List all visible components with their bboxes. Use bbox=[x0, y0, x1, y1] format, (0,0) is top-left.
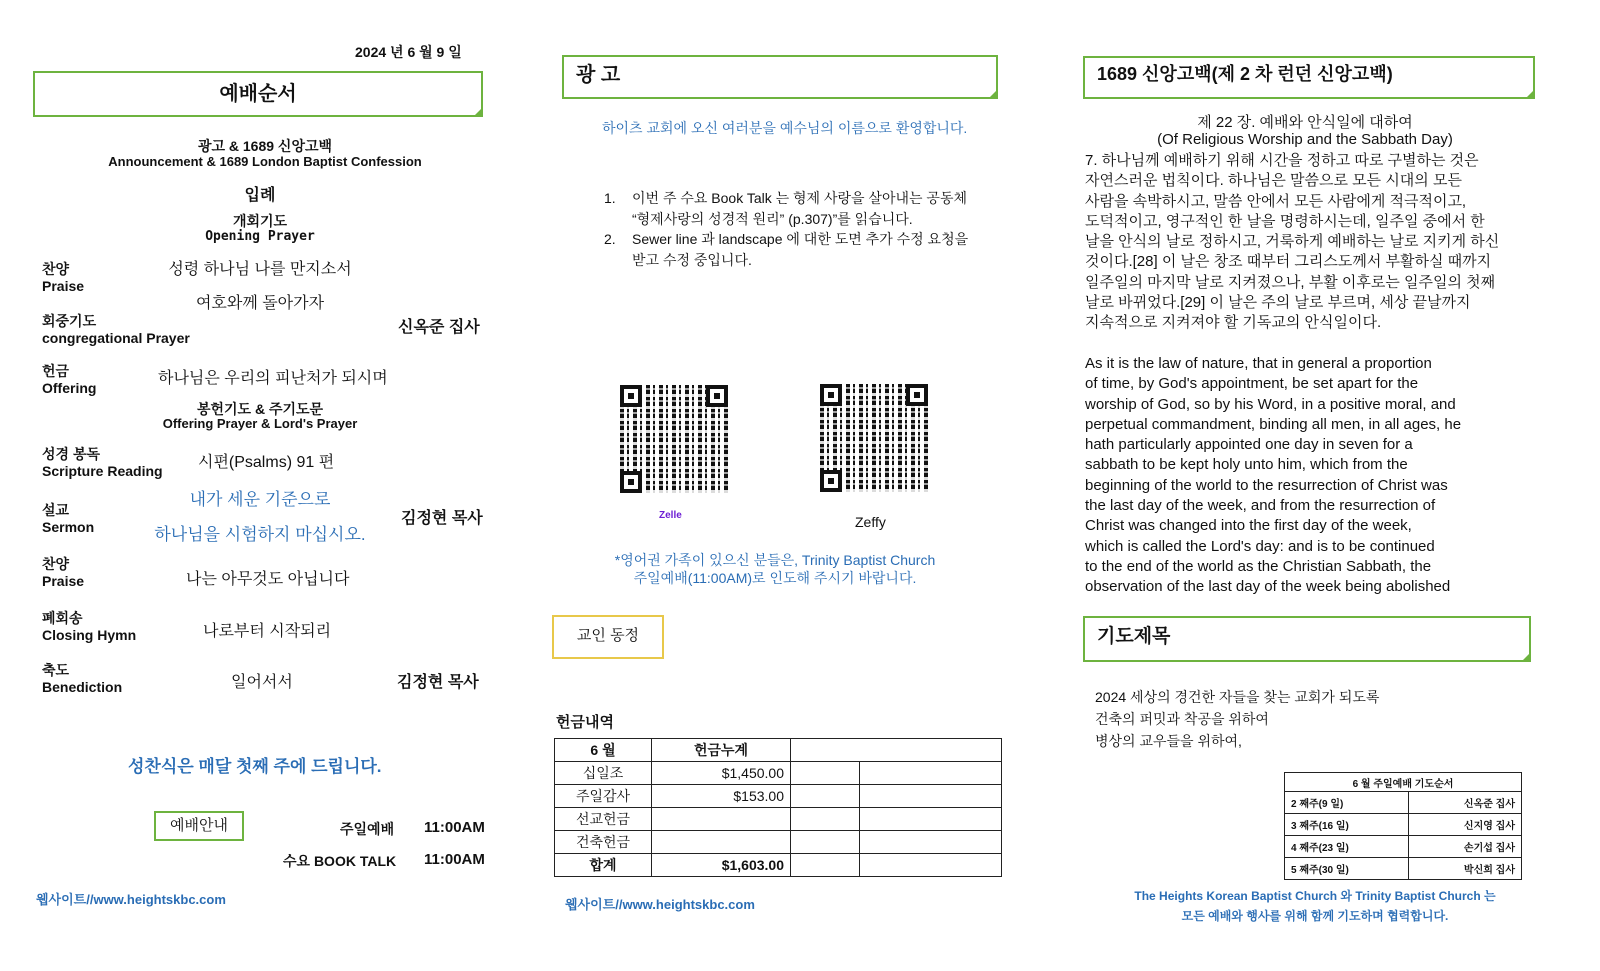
schedule-week: 3 째주(16 일) bbox=[1285, 814, 1409, 836]
worship-guide-box bbox=[154, 811, 244, 841]
announce-en: Announcement & 1689 London Baptist Confession bbox=[108, 154, 422, 169]
closing-role bbox=[42, 610, 136, 644]
text-line: 날로 바뀌었다.[29] 이 날은 주의 날로 부르며, 세상 끝날까지 bbox=[1085, 294, 1471, 312]
praise2-en: Praise bbox=[42, 573, 85, 589]
text-line: Christ was changed into the first day of the week, bbox=[1085, 517, 1412, 535]
table-cell: 건축헌금 bbox=[555, 831, 652, 854]
table-empty-cell bbox=[860, 762, 1002, 785]
bene-person: 김정현 목사 bbox=[397, 674, 479, 691]
text-line: perpetual commandment, binding all men, in all ages, he bbox=[1085, 415, 1462, 433]
zelle-qr-code[interactable] bbox=[620, 385, 728, 493]
text-line: 도덕적이고, 영구적인 한 날을 명령하시는데, 일주일 중에서 한 bbox=[1085, 212, 1485, 230]
table-total-value: $1,603.00 bbox=[652, 854, 791, 877]
table-row bbox=[555, 854, 1002, 877]
closing-en: Closing Hymn bbox=[42, 627, 137, 643]
table-row bbox=[555, 808, 1002, 831]
prayer-item: 건축의 퍼밋과 착공을 위하여 bbox=[1095, 711, 1269, 727]
table-row bbox=[555, 762, 1002, 785]
table-cell: 주일감사 bbox=[555, 785, 652, 808]
congregational-role bbox=[42, 313, 190, 347]
sermon-ko: 설교 bbox=[42, 502, 70, 518]
schedule-name: 신옥준 집사 bbox=[1409, 792, 1522, 814]
table-empty-cell bbox=[791, 785, 860, 808]
prayer-item: 병상의 교우들을 위하여, bbox=[1095, 733, 1242, 749]
entrance-label: 입례 bbox=[244, 187, 276, 204]
zeffy-qr-code[interactable] bbox=[820, 384, 928, 492]
sermon-person: 김정현 목사 bbox=[401, 510, 483, 527]
table-empty-cell bbox=[860, 854, 1002, 877]
announcement-list bbox=[604, 188, 968, 270]
item-line: 이번 주 수요 Book Talk 는 형제 사랑을 살아내는 공동체 bbox=[632, 190, 967, 206]
item-number: 2. bbox=[604, 231, 616, 247]
text-line: 사람을 속박하시고, 말씀 안에서 모든 사람에게 적극적이고, bbox=[1085, 192, 1467, 210]
cong-person: 신옥준 집사 bbox=[398, 319, 480, 336]
table-empty-cell bbox=[791, 808, 860, 831]
announcement-item bbox=[604, 188, 968, 229]
wednesday-label: 수요 BOOK TALK bbox=[283, 853, 397, 869]
song2: 여호와께 돌아가자 bbox=[195, 295, 325, 312]
table-total-label: 합계 bbox=[555, 854, 652, 877]
table-empty-cell bbox=[791, 739, 1002, 762]
text-line: 일주일의 마지막 날로 지켜졌으나, 부활 이후로는 일주일의 첫째 bbox=[1085, 273, 1496, 291]
opening-en: Opening Prayer bbox=[205, 229, 315, 244]
sermon-title-line1: 내가 세운 기준으로 bbox=[189, 490, 331, 509]
confession-korean-text bbox=[1085, 151, 1540, 334]
chapter-en: (Of Religious Worship and the Sabbath Day) bbox=[1157, 131, 1453, 148]
left-website-link[interactable]: 웹사이트//www.heightskbc.com bbox=[36, 892, 226, 907]
english-note-line2: 주일예배(11:00AM)로 인도해 주시기 바랍니다. bbox=[633, 570, 917, 586]
closing-song: 나로부터 시작되리 bbox=[203, 623, 332, 640]
text-line: 지속적으로 지켜져야 할 기독교의 안식일이다. bbox=[1085, 314, 1382, 332]
zeffy-label: Zeffy bbox=[855, 514, 886, 530]
table-row bbox=[555, 785, 1002, 808]
schedule-week: 5 째주(30 일) bbox=[1285, 858, 1409, 880]
praise1-en: Praise bbox=[42, 278, 85, 294]
text-line: which is called the Lord's day: and is to be continued bbox=[1085, 537, 1435, 555]
opening-ko: 개회기도 bbox=[232, 213, 288, 229]
announcements-title: 광 고 bbox=[576, 64, 621, 86]
scripture-ko: 성경 봉독 bbox=[42, 446, 100, 462]
table-cell bbox=[652, 808, 791, 831]
sermon-title-line2: 하나님을 시험하지 마십시오. bbox=[154, 525, 366, 544]
table-row bbox=[555, 739, 1002, 762]
chapter-ko: 제 22 장. 예배와 안식일에 대하여 bbox=[1197, 114, 1413, 131]
praise1-role bbox=[42, 261, 84, 295]
table-cell: $153.00 bbox=[652, 785, 791, 808]
schedule-name: 손기섭 집사 bbox=[1409, 836, 1522, 858]
praise1-ko: 찬양 bbox=[42, 261, 70, 277]
table-empty-cell bbox=[860, 785, 1002, 808]
offering-table bbox=[554, 738, 1002, 877]
table-header-cell: 6 월 bbox=[555, 739, 652, 762]
sunday-service-label: 주일예배 bbox=[340, 821, 395, 837]
scripture-en: Scripture Reading bbox=[42, 463, 163, 479]
sermon-en: Sermon bbox=[42, 519, 95, 535]
text-line: 것이다.[28] 이 날은 창조 때부터 그리스도께서 부활하실 때까지 bbox=[1085, 253, 1492, 271]
bene-ko: 축도 bbox=[42, 662, 70, 678]
text-line: beginning of the world to the resurrection of Christ was bbox=[1085, 476, 1448, 494]
item-number: 1. bbox=[604, 190, 616, 206]
table-empty-cell bbox=[791, 831, 860, 854]
prayer-item: 2024 세상의 경건한 자들을 찾는 교회가 되도록 bbox=[1095, 689, 1380, 705]
middle-website-link[interactable]: 웹사이트//www.heightskbc.com bbox=[565, 897, 755, 912]
communion-note: 성찬식은 매달 첫째 주에 드립니다. bbox=[128, 757, 382, 776]
table-header-cell: 헌금누계 bbox=[652, 739, 791, 762]
announce-ko: 광고 & 1689 신앙고백 bbox=[197, 138, 333, 154]
cong-ko: 회중기도 bbox=[42, 313, 97, 329]
scripture-text: 시편(Psalms) 91 편 bbox=[198, 454, 335, 471]
text-line: hath particularly appointed one day in seven for a bbox=[1085, 436, 1413, 454]
praise2-song: 나는 아무것도 아닙니다 bbox=[186, 571, 350, 588]
cong-en: congregational Prayer bbox=[42, 330, 190, 346]
text-line: As it is the law of nature, that in general a proportion bbox=[1085, 355, 1432, 372]
table-cell: 십일조 bbox=[555, 762, 652, 785]
schedule-name: 신지영 집사 bbox=[1409, 814, 1522, 836]
table-cell bbox=[652, 831, 791, 854]
table-row bbox=[1285, 792, 1522, 814]
scripture-role bbox=[42, 446, 163, 480]
wednesday-time: 11:00AM bbox=[424, 851, 485, 868]
text-line: 7. 하나님께 예배하기 위해 시간을 정하고 따로 구별하는 것은 bbox=[1085, 152, 1479, 169]
table-empty-cell bbox=[791, 762, 860, 785]
text-line: the last day of the week, and from the resurrection of bbox=[1085, 497, 1436, 515]
schedule-week: 2 째주(9 일) bbox=[1285, 792, 1409, 814]
offering-prayer-ko: 봉헌기도 & 주기도문 bbox=[196, 401, 324, 417]
english-note-line1: *영어권 가족이 있으신 분들은, Trinity Baptist Church bbox=[614, 552, 936, 568]
table-cell: $1,450.00 bbox=[652, 762, 791, 785]
worship-guide-label: 예배안내 bbox=[170, 817, 228, 834]
announcement-item bbox=[604, 229, 968, 270]
bulletin-date: 2024 년 6 월 9 일 bbox=[355, 44, 462, 60]
partnership-note-line2: 모든 예배와 행사를 위해 함께 기도하며 협력합니다. bbox=[1181, 909, 1449, 923]
prayer-list bbox=[1095, 686, 1379, 752]
prayer-schedule-table bbox=[1284, 772, 1522, 880]
item-line: Sewer line 과 landscape 에 대한 도면 추가 수정 요청을 bbox=[632, 231, 969, 247]
offering-song: 하나님은 우리의 피난처가 되시며 bbox=[158, 370, 388, 387]
schedule-week: 4 째주(23 일) bbox=[1285, 836, 1409, 858]
table-empty-cell bbox=[791, 854, 860, 877]
bene-song: 일어서서 bbox=[231, 674, 293, 691]
text-line: 날을 안식의 날로 정하시고, 거룩하게 예배하는 날로 지키게 하신 bbox=[1085, 233, 1500, 251]
table-row bbox=[1285, 836, 1522, 858]
members-news-label: 교인 동정 bbox=[576, 627, 640, 644]
text-line: 자연스러운 법칙이다. 하나님은 말씀으로 모든 시대의 모든 bbox=[1085, 172, 1462, 190]
schedule-title: 6 월 주일예배 기도순서 bbox=[1285, 773, 1522, 792]
confession-english-text bbox=[1085, 354, 1540, 598]
confession-title: 1689 신앙고백(제 2 차 런던 신앙고백) bbox=[1097, 64, 1393, 84]
schedule-name: 박신희 집사 bbox=[1409, 858, 1522, 880]
worship-order-header bbox=[33, 71, 483, 117]
prayer-header bbox=[1083, 616, 1531, 662]
closing-ko: 폐회송 bbox=[42, 610, 83, 626]
offering-prayer-en: Offering Prayer & Lord's Prayer bbox=[162, 416, 358, 431]
text-line: worship of God, so by his Word, in a positive moral, and bbox=[1085, 395, 1456, 413]
worship-order-title: 예배순서 bbox=[219, 83, 297, 105]
zelle-label: Zelle bbox=[659, 510, 682, 521]
confession-header bbox=[1083, 56, 1535, 99]
text-line: of time, by God's appointment, be set apart for the bbox=[1085, 375, 1419, 393]
sunday-service-time: 11:00AM bbox=[424, 819, 485, 836]
benediction-role bbox=[42, 662, 122, 696]
prayer-title: 기도제목 bbox=[1097, 626, 1171, 647]
sermon-role bbox=[42, 502, 94, 536]
offering-role bbox=[42, 363, 96, 397]
item-line: 받고 수정 중입니다. bbox=[632, 251, 752, 268]
table-cell: 선교헌금 bbox=[555, 808, 652, 831]
song1: 성령 하나님 나를 만지소서 bbox=[168, 261, 352, 278]
text-line: sabbath to be kept holy unto him, which from the bbox=[1085, 456, 1408, 474]
offering-ko: 헌금 bbox=[42, 363, 70, 379]
text-line: observation of the last day of the week being abolished bbox=[1085, 578, 1451, 596]
welcome-message: 하이츠 교회에 오신 여러분을 예수님의 이름으로 환영합니다. bbox=[602, 120, 968, 136]
offering-report-title: 헌금내역 bbox=[556, 714, 614, 731]
announcements-header bbox=[562, 55, 998, 99]
bene-en: Benediction bbox=[42, 679, 123, 695]
praise2-ko: 찬양 bbox=[42, 556, 70, 572]
table-row bbox=[1285, 773, 1522, 792]
table-empty-cell bbox=[860, 831, 1002, 854]
offering-en: Offering bbox=[42, 380, 97, 396]
table-row bbox=[555, 831, 1002, 854]
item-line: “형제사랑의 성경적 원리” (p.307)”를 읽습니다. bbox=[632, 210, 913, 227]
partnership-note-line1: The Heights Korean Baptist Church 와 Trinity Baptist Church 는 bbox=[1134, 889, 1496, 903]
table-row bbox=[1285, 814, 1522, 836]
members-news-box bbox=[552, 615, 664, 659]
table-empty-cell bbox=[860, 808, 1002, 831]
praise2-role bbox=[42, 556, 84, 590]
table-row bbox=[1285, 858, 1522, 880]
text-line: to the end of the world as the Christian Sabbath, the bbox=[1085, 557, 1432, 575]
